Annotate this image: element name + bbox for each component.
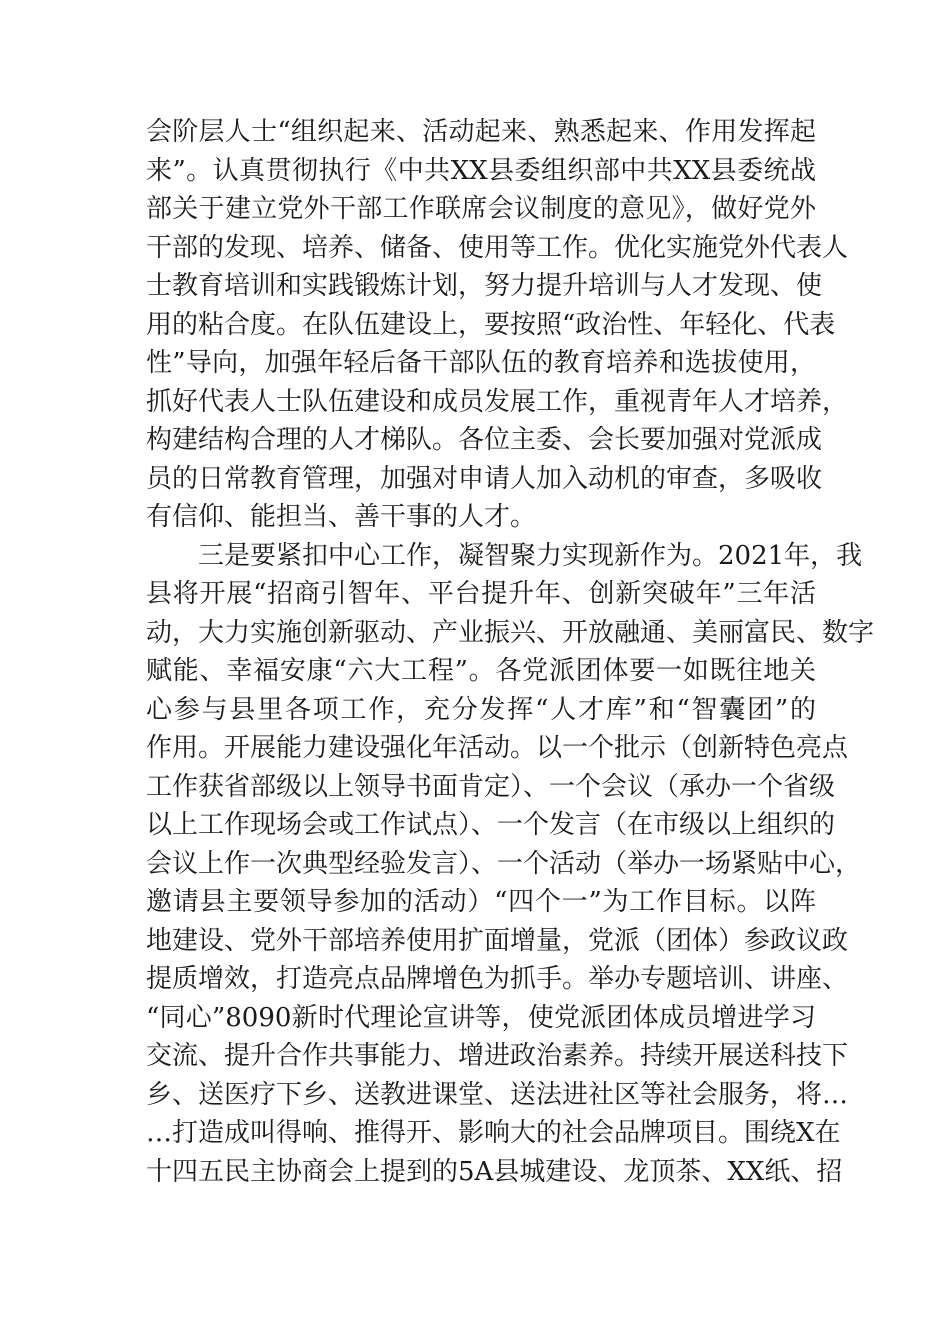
text-line: 作用。开展能力建设强化年活动。以一个批示（创新特色亮点 <box>146 733 849 763</box>
text-line: 邀请县主要领导参加的活动）“四个一”为工作目标。以阵 <box>146 887 816 917</box>
text-line: 抓好代表人士队伍建设和成员发展工作，重视青年人才培养， <box>146 386 849 417</box>
text-line: 地建设、党外干部培养使用扩面增量，党派（团体）参政议政 <box>146 925 849 956</box>
text-line: 员的日常教育管理，加强对申请人加入动机的审查，多吸收 <box>146 463 823 494</box>
text-line: “同心”8090新时代理论宣讲等，使党派团体成员增进学习 <box>146 1002 816 1033</box>
body-text <box>146 113 875 1191</box>
text-line: 以上工作现场会或工作试点）、一个发言（在市级以上组织的 <box>146 810 836 840</box>
text-line: 干部的发现、培养、储备、使用等工作。优化实施党外代表人 <box>146 232 849 263</box>
text-line: 交流、提升合作共事能力、增进政治素养。持续开展送科技下 <box>146 1041 849 1071</box>
text-line: 动，大力实施创新驱动、产业振兴、开放融通、美丽富民、数字 <box>146 617 875 648</box>
text-line: 来”。认真贯彻执行《中共XX县委组织部中共XX县委统战 <box>146 155 816 186</box>
text-line: 构建结构合理的人才梯队。各位主委、会长要加强对党派成 <box>146 425 823 455</box>
text-line: 士教育培训和实践锻炼计划，努力提升培训与人才发现、使 <box>146 271 823 301</box>
text-line: 三是要紧扣中心工作，凝智聚力实现新作为。2021年，我 <box>146 540 863 571</box>
text-line: 心参与县里各项工作，充分发挥“人才库”和“智囊团”的 <box>146 694 816 725</box>
text-line: 提质增效，打造亮点品牌增色为抓手。举办专题培训、讲座、 <box>146 964 849 994</box>
text-line: 工作获省部级以上领导书面肯定）、一个会议（承办一个省级 <box>146 771 836 802</box>
text-line: 性”导向，加强年轻后备干部队伍的教育培养和选拔使用， <box>146 348 816 378</box>
text-line: 部关于建立党外干部工作联席会议制度的意见》，做好党外 <box>146 194 816 224</box>
text-line: 十四五民主协商会上提到的5A县城建设、龙顶茶、XX纸、招 <box>146 1156 843 1187</box>
text-line: 会阶层人士“组织起来、活动起来、熟悉起来、作用发挥起 <box>146 117 816 147</box>
text-line: 赋能、幸福安康“六大工程”。各党派团体要一如既往地关 <box>146 656 816 686</box>
text-line: 用的粘合度。在队伍建设上，要按照“政治性、年轻化、代表 <box>146 309 836 340</box>
text-line: 会议上作一次典型经验发言）、一个活动（举办一场紧贴中心， <box>146 848 862 879</box>
text-line: 乡、送医疗下乡、送教进课堂、送法进社区等社会服务，将… <box>146 1079 849 1110</box>
text-line: 有信仰、能担当、善干事的人才。 <box>146 502 537 532</box>
text-line: 县将开展“招商引智年、平台提升年、创新突破年”三年活 <box>146 579 816 609</box>
text-line: …打造成叫得响、推得开、影响大的社会品牌项目。围绕X在 <box>146 1118 841 1148</box>
